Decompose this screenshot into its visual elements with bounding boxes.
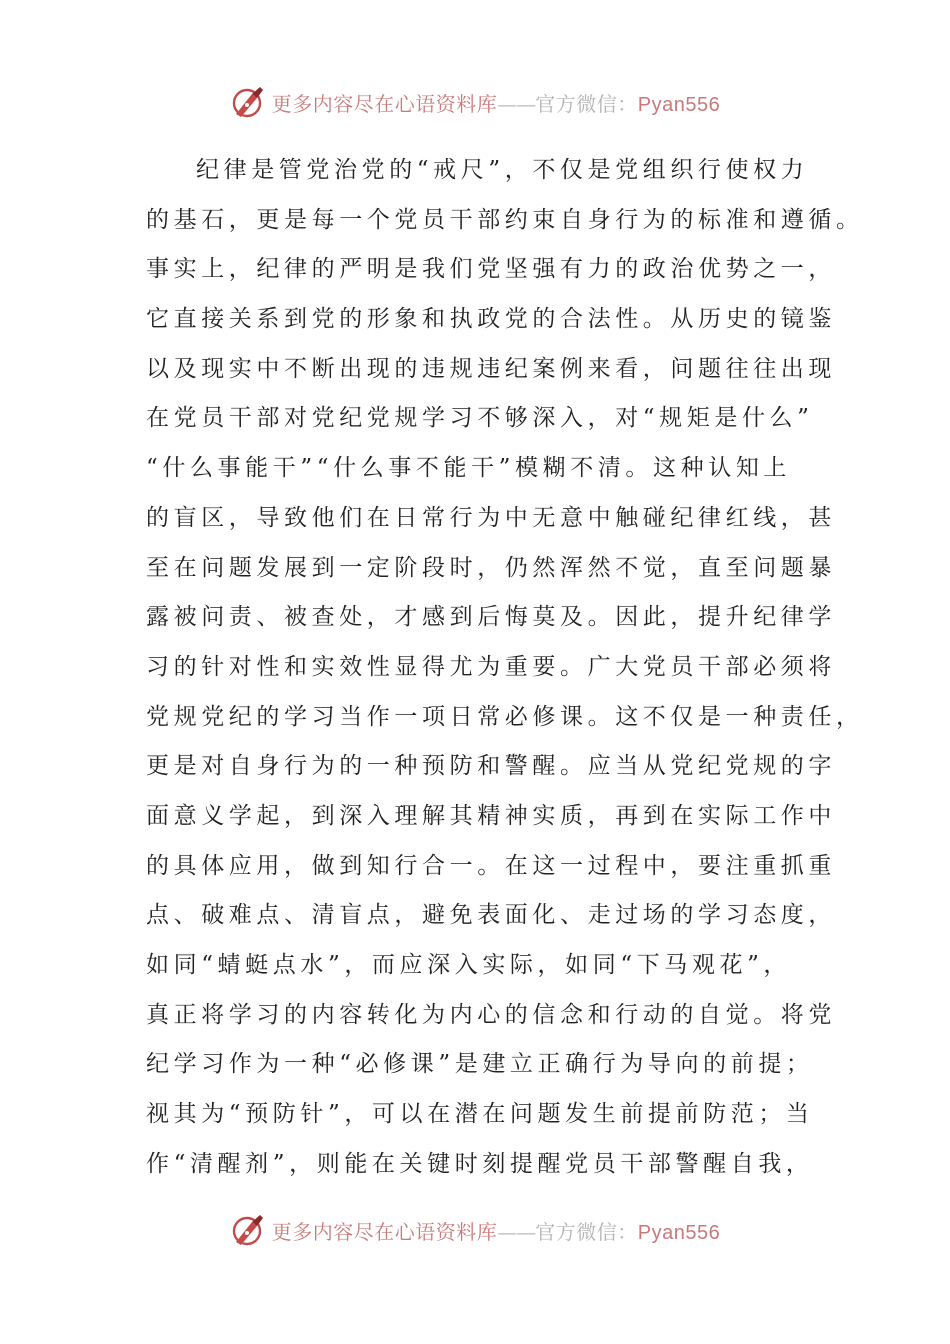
footer-banner bbox=[0, 1208, 950, 1252]
banner-text bbox=[272, 1216, 720, 1245]
wechat-id: Pyan556 bbox=[637, 1221, 721, 1244]
article-line: 习的针对性和实效性显得尤为重要。广大党员干部必须将 bbox=[146, 653, 836, 680]
article-line: 如同“蜻蜓点水”，而应深入实际，如同“下马观花”， bbox=[146, 952, 792, 978]
brand-name: 更多内容尽在心语资料库 bbox=[271, 91, 498, 116]
article-line: 视其为“预防针”，可以在潜在问题发生前提前防范；当 bbox=[146, 1101, 814, 1128]
article-line: 更是对自身行为的一种预防和警醒。应当从党纪党规的字 bbox=[146, 753, 836, 780]
wechat-id: Pyan556 bbox=[637, 93, 721, 116]
article-line: 露被问责、被查处，才感到后悔莫及。因此，提升纪律学 bbox=[146, 604, 836, 631]
article-line: 的基石，更是每一个党员干部约束自身行为的标准和遵循。 bbox=[146, 206, 864, 233]
article-line: 面意义学起，到深入理解其精神实质，再到在实际工作中 bbox=[146, 802, 836, 829]
article-line: 它直接关系到党的形象和执政党的合法性。从历史的镜鉴 bbox=[146, 306, 836, 333]
wechat-label: 官方微信： bbox=[535, 1219, 638, 1244]
article-line: 作“清醒剂”，则能在关键时刻提醒党员干部警醒自我， bbox=[146, 1150, 814, 1177]
banner-text bbox=[272, 88, 720, 117]
article-line: 纪学习作为一种“必修课”是建立正确行为导向的前提； bbox=[146, 1051, 814, 1078]
pen-nib-circle-icon bbox=[230, 1212, 266, 1248]
article-line: 纪律是管党治党的“戒尺”，不仅是党组织行使权力 bbox=[196, 157, 809, 183]
article-line: 以及现实中不断出现的违规违纪案例来看，问题往往出现 bbox=[146, 355, 836, 382]
article-line: 党规党纪的学习当作一项日常必修课。这不仅是一种责任， bbox=[146, 703, 864, 730]
pen-nib-circle-icon bbox=[230, 84, 266, 120]
article-line: 的具体应用，做到知行合一。在这一过程中，要注重抓重 bbox=[146, 852, 836, 879]
banner-dash: —— bbox=[497, 91, 536, 116]
wechat-label: 官方微信： bbox=[535, 91, 638, 116]
article-line: 至在问题发展到一定阶段时，仍然浑然不觉，直至问题暴 bbox=[146, 554, 836, 581]
article-line: 事实上，纪律的严明是我们党坚强有力的政治优势之一， bbox=[146, 256, 836, 283]
brand-name: 更多内容尽在心语资料库 bbox=[271, 1219, 498, 1244]
banner-dash: —— bbox=[497, 1219, 536, 1244]
article-line: 的盲区，导致他们在日常行为中无意中触碰纪律红线，甚 bbox=[146, 504, 836, 531]
article-body bbox=[146, 146, 864, 1189]
article-line: 真正将学习的内容转化为内心的信念和行动的自觉。将党 bbox=[146, 1001, 836, 1028]
header-banner bbox=[0, 80, 950, 124]
article-line: “什么事能干”“什么事不能干”模糊不清。这种认知上 bbox=[146, 455, 792, 482]
article-line: 点、破难点、清盲点，避免表面化、走过场的学习态度， bbox=[146, 902, 836, 929]
article-line: 在党员干部对党纪党规学习不够深入，对“规矩是什么” bbox=[146, 405, 814, 432]
